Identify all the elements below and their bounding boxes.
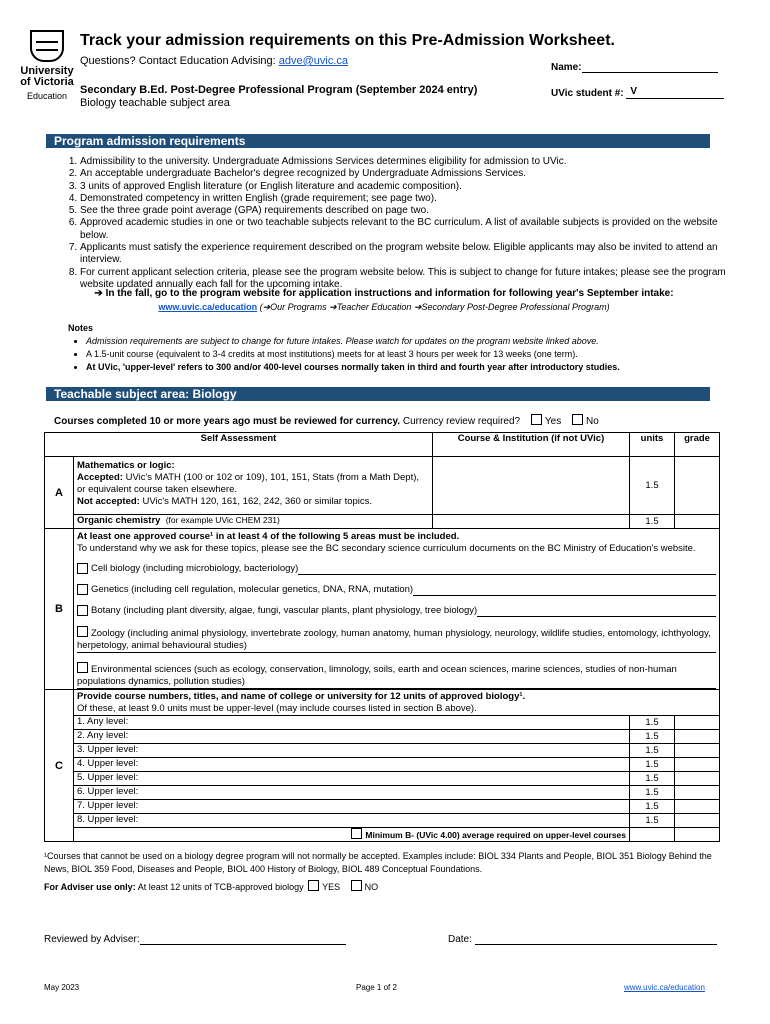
questions-prefix: Questions? Contact Education Advising:: [80, 55, 279, 67]
student-value: V: [626, 86, 724, 99]
adviser-text: At least 12 units of TCB-approved biology: [135, 882, 304, 892]
reviewed-label: Reviewed by Adviser:: [44, 934, 140, 945]
date-field[interactable]: [448, 932, 717, 945]
section-b-label: B: [45, 529, 74, 690]
course-row-6[interactable]: 6. Upper level:: [74, 786, 630, 800]
math-not-label: Not accepted:: [77, 496, 143, 507]
currency-yes-checkbox[interactable]: [531, 414, 542, 425]
organic-label: Organic chemistry: [77, 515, 161, 526]
section-admission-header: Program admission requirements: [46, 134, 710, 148]
currency-text: Courses completed 10 or more years ago must be reviewed for currency.: [54, 416, 401, 427]
footer-date: May 2023: [44, 983, 80, 992]
currency-no-label: No: [586, 416, 599, 427]
note-item: • At UVic, 'upper-level' refers to 300 and/or 400-level courses normally taken in third and fourth year after introductory studies.: [86, 361, 620, 374]
math-accepted: UVic's MATH (100 or 102 or 109), 101, 151, Stats (from a Math Dept), or equivalent course taken elsewhere.: [77, 472, 420, 495]
organic-requirement: [74, 515, 433, 529]
footer-website-link[interactable]: www.uvic.ca/education: [624, 983, 705, 992]
self-assessment-table: [44, 432, 720, 842]
checkbox[interactable]: [77, 563, 88, 574]
note-item: • A 1.5-unit course (equivalent to 3-4 credits at most institutions) meets for at least 3 hours per week for 13 weeks (one term).: [86, 348, 620, 361]
currency-yes-label: Yes: [544, 416, 562, 427]
course-grade-input[interactable]: [675, 716, 720, 730]
section-b-intro2: To understand why we ask for these topics, please see the BC secondary science curriculum documents on the BC Ministry of Education's website.: [77, 543, 696, 554]
date-label: Date:: [448, 934, 472, 945]
adviser-no-label: NO: [364, 882, 379, 892]
note-item: • Admission requirements are subject to change for future intakes. Please watch for updates on the program website linked above.: [86, 335, 620, 348]
col-course-institution: Course & Institution (if not UVic): [433, 433, 630, 457]
section-c-label: C: [45, 690, 74, 842]
math-not-accepted: UVic's MATH 120, 161, 162, 242, 360 or similar topics.: [142, 496, 373, 507]
section-c-intro-cell: [74, 690, 720, 716]
course-row-2[interactable]: 2. Any level:: [74, 730, 630, 744]
crest-icon: [30, 30, 64, 62]
course-grade-input[interactable]: [675, 800, 720, 814]
section-biology-header: Teachable subject area: Biology: [46, 387, 710, 401]
area-environmental[interactable]: Environmental sciences (such as ecology, conservation, limnology, soils, earth and ocean sciences, marine sciences, studies of non-human populations dynamics, pollution studies): [77, 662, 716, 689]
fall-path: (➔Our Programs ➔Teacher Education ➔Secondary Post-Degree Professional Program): [257, 302, 610, 312]
math-units: 1.5: [630, 457, 675, 515]
page-title: Track your admission requirements on this Pre-Admission Worksheet.: [80, 32, 615, 49]
course-units: 1.5: [630, 772, 675, 786]
program-name: Secondary B.Ed. Post-Degree Professional Program (September 2024 entry): [80, 84, 478, 96]
currency-line: [54, 414, 599, 427]
checkbox[interactable]: [77, 605, 88, 616]
checkbox[interactable]: [77, 626, 88, 637]
currency-no-checkbox[interactable]: [572, 414, 583, 425]
education-website-link[interactable]: www.uvic.ca/education: [158, 302, 258, 312]
fall-instructions: ➔ In the fall, go to the program website for application instructions and information for following year's September intake:: [94, 288, 674, 299]
area-botany[interactable]: Botany (including plant diversity, algae, fungi, vascular plants, plant physiology, tree biology): [77, 605, 716, 617]
checkbox[interactable]: [77, 584, 88, 595]
student-number-field[interactable]: [551, 86, 724, 99]
adviser-no-checkbox[interactable]: [351, 880, 362, 891]
course-grade-input[interactable]: [675, 744, 720, 758]
math-requirement: [74, 457, 433, 515]
organic-units: 1.5: [630, 515, 675, 529]
course-row-4[interactable]: 4. Upper level:: [74, 758, 630, 772]
section-b-intro: At least one approved course¹ in at least 4 of the following 5 areas must be included.: [77, 531, 460, 542]
math-course-input[interactable]: [433, 457, 630, 515]
course-grade-input[interactable]: [675, 786, 720, 800]
course-grade-input[interactable]: [675, 758, 720, 772]
course-row-5[interactable]: 5. Upper level:: [74, 772, 630, 786]
requirement-item: 2. An acceptable undergraduate Bachelor's degree recognized by Undergraduate Admissions Services.: [80, 168, 730, 180]
adviser-line: [44, 880, 378, 892]
logo-victoria: of Victoria: [20, 76, 74, 88]
minimum-checkbox[interactable]: [351, 828, 362, 839]
currency-question: Currency review required?: [400, 416, 521, 427]
course-units: 1.5: [630, 730, 675, 744]
checkbox[interactable]: [77, 662, 88, 673]
requirement-item: 3. 3 units of approved English literature (or English literature and academic composition).: [80, 181, 730, 193]
notes-block: [68, 323, 620, 374]
course-grade-input[interactable]: [675, 772, 720, 786]
minimum-average-note: Minimum B- (UVic 4.00) average required on upper-level courses: [74, 828, 630, 842]
advising-email-link[interactable]: adve@uvic.ca: [278, 55, 348, 67]
name-field[interactable]: [551, 60, 718, 73]
course-units: 1.5: [630, 744, 675, 758]
requirement-item: 5. See the three grade point average (GPA) requirements described on page two.: [80, 205, 730, 217]
logo-university: University: [20, 65, 74, 77]
course-units: 1.5: [630, 758, 675, 772]
section-c-intro: Provide course numbers, titles, and name of college or university for 12 units of approved biology¹.: [77, 691, 526, 702]
math-title: Mathematics or logic:: [77, 460, 175, 471]
page-number: Page 1 of 2: [356, 983, 397, 992]
section-c-intro2: Of these, at least 9.0 units must be upper-level (may include courses listed in section B above).: [77, 703, 477, 714]
col-grade: grade: [675, 433, 720, 457]
col-self-assessment: Self Assessment: [45, 433, 433, 457]
logo-education: Education: [26, 91, 68, 101]
math-grade-input[interactable]: [675, 457, 720, 515]
section-b-areas: [74, 529, 720, 690]
footnote: ¹Courses that cannot be used on a biology degree program will not normally be accepted. Examples include: BIOL 334 Plants and People, BIOL 351 Biology Behind the News, BIOL 359 Food, Diseases and People, BIOL 400 History of Biology, BIOL 489 Conceptual Foundations.: [44, 851, 712, 874]
course-row-3[interactable]: 3. Upper level:: [74, 744, 630, 758]
questions-line: [80, 55, 348, 67]
course-units: 1.5: [630, 800, 675, 814]
subject-area: Biology teachable subject area: [80, 97, 230, 109]
adviser-label: For Adviser use only:: [44, 882, 136, 892]
organic-course-input[interactable]: [433, 515, 630, 529]
notes-title: Notes: [68, 323, 94, 333]
organic-grade-input[interactable]: [675, 515, 720, 529]
area-genetics[interactable]: Genetics (including cell regulation, molecular genetics, DNA, RNA, mutation): [77, 584, 716, 596]
course-units: 1.5: [630, 786, 675, 800]
uvic-logo: [16, 30, 78, 102]
organic-note: (for example UVic CHEM 231): [165, 515, 280, 525]
course-row-7[interactable]: 7. Upper level:: [74, 800, 630, 814]
col-units: units: [630, 433, 675, 457]
course-units: 1.5: [630, 716, 675, 730]
area-cell-biology[interactable]: Cell biology (including microbiology, bacteriology): [77, 563, 716, 575]
name-label: Name:: [551, 62, 582, 73]
reviewed-by-field[interactable]: [44, 932, 346, 945]
course-units: 1.5: [630, 814, 675, 828]
requirement-item: 6. Approved academic studies in one or two teachable subjects relevant to the BC curriculum. A list of available subjects is provided on the website below.: [80, 217, 730, 242]
fall-link-line: [44, 302, 724, 313]
requirement-item: 4. Demonstrated competency in written English (grade requirement; see page two).: [80, 193, 730, 205]
area-zoology[interactable]: Zoology (including animal physiology, invertebrate zoology, human anatomy, human physiology, neurology, wildlife studies, entomology, ichthyology, herpetology, animal behavioural studies): [77, 626, 716, 653]
course-row-1[interactable]: 1. Any level:: [74, 716, 630, 730]
course-grade-input[interactable]: [675, 730, 720, 744]
requirement-item: 8. For current applicant selection criteria, please see the program website below. This is subject to change for future intakes; please see the program website updated annually each fall for the upcoming intake.: [80, 267, 730, 292]
course-grade-input[interactable]: [675, 814, 720, 828]
adviser-yes-checkbox[interactable]: [308, 880, 319, 891]
requirements-list: [58, 156, 730, 291]
requirement-item: 7. Applicants must satisfy the experience requirement described on the program website below. Eligible applicants may also be invited to attend an interview.: [80, 242, 730, 267]
requirement-item: 1. Admissibility to the university. Undergraduate Admissions Services determines eligibility for admission to UVic.: [80, 156, 730, 168]
adviser-yes-label: YES: [322, 882, 341, 892]
course-row-8[interactable]: 8. Upper level:: [74, 814, 630, 828]
student-label: UVic student #:: [551, 88, 624, 99]
math-accepted-label: Accepted:: [77, 472, 126, 483]
section-a-label: A: [45, 457, 74, 529]
